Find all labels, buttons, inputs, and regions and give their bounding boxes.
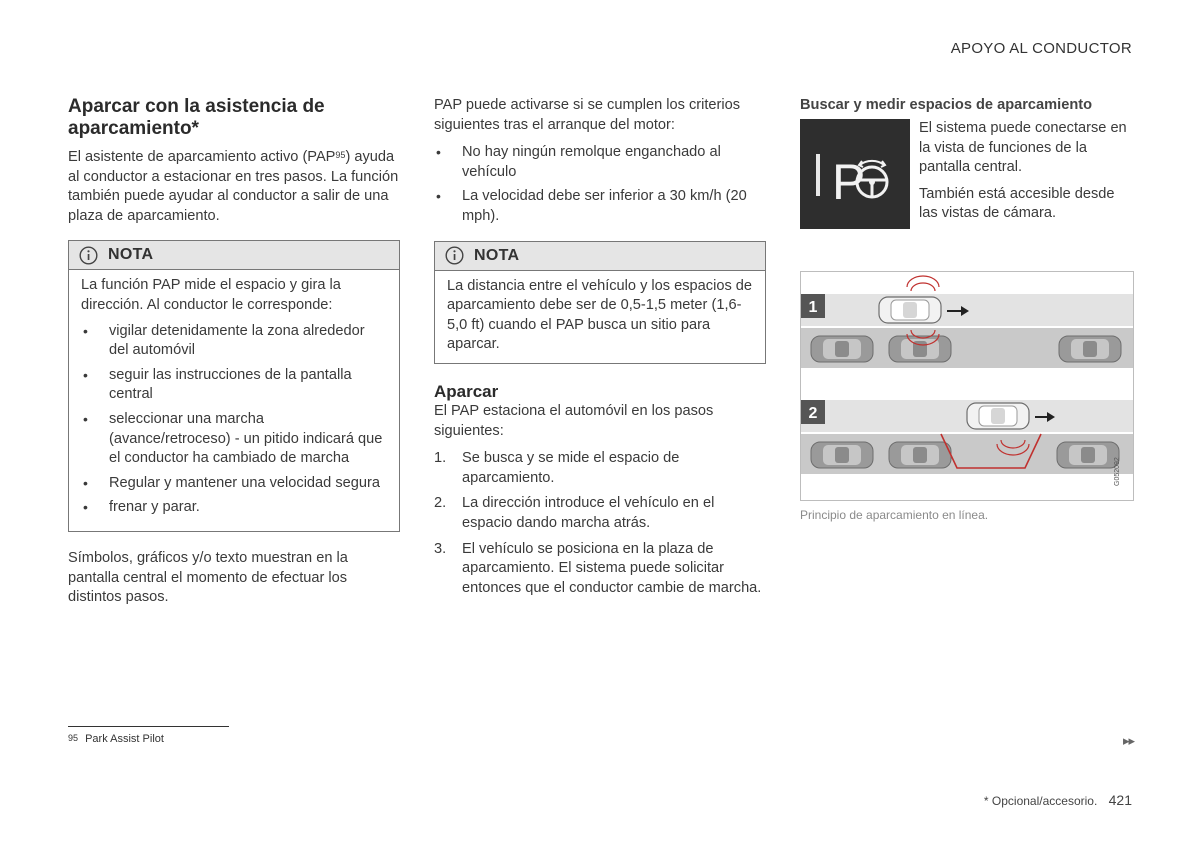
step-number: 3. [434,540,447,557]
pap-text-1: El sistema puede conectarse en la vista de funciones de la pantalla central. [919,120,1127,176]
footnote-text: Park Assist Pilot [85,733,164,745]
intro-paragraph [68,148,400,226]
column-1 [68,96,400,608]
outro-paragraph: Símbolos, gráficos y/o texto muestran en la pantalla central el momento de efectuar los distintos pasos. [68,549,348,606]
park-assist-icon [800,119,910,229]
step-number: 2. [434,495,447,512]
criteria-intro: PAP puede activarse si se cumplen los criterios siguientes tras el arranque del motor: [434,97,741,133]
list-item: • Regular y mantener una velocidad segura [81,474,387,494]
list-item: • frenar y parar. [81,498,387,518]
steps-list [434,449,766,598]
step-number: 1. [434,450,447,467]
section-header: APOYO AL CONDUCTOR [950,40,1132,57]
note-body [69,270,399,531]
column-3 [800,97,1134,522]
step-text: El vehículo se posiciona en la plaza de aparcamiento. El sistema puede solicitar entonces que el conductor cambie de marcha. [462,540,762,596]
parking-figure [800,271,1134,501]
pap-feature-block [800,119,1134,233]
criteria-list [434,143,766,226]
intro-text-b: ) ayuda al conductor a estacionar en tres pasos. La función también puede ayudar al conductor a salir de una plaza de aparcamiento. [68,149,399,224]
note-label: NOTA [474,246,520,264]
note-box-2 [434,241,766,364]
step-item [434,494,766,533]
list-item: • La velocidad debe ser inferior a 30 km/h (20 mph). [434,187,766,226]
step-item [434,540,766,599]
optional-note: * Opcional/accesorio. [983,794,1098,808]
figure-code: G052092 [1114,457,1121,486]
list-item: • No hay ningún remolque enganchado al vehículo [434,143,766,182]
step-text: La dirección introduce el vehículo en el espacio dando marcha atrás. [462,495,715,531]
note-body [435,271,765,363]
note-header [69,241,399,270]
section-subtitle-buscar: Buscar y medir espacios de aparcamiento [800,97,1093,113]
footnote [68,733,164,745]
footnote-divider [68,726,229,727]
step-text: Se busca y se mide el espacio de aparcamiento. [462,450,680,486]
note-list [81,322,387,518]
step-item [434,449,766,488]
list-item: • vigilar detenidamente la zona alrededor del automóvil [81,322,387,361]
steps-intro: El PAP estaciona el automóvil en los pasos siguientes: [434,402,714,439]
pap-description [919,120,1134,224]
column-2 [434,96,766,604]
note-header [435,242,765,271]
pap-text-2: También está accesible desde las vistas de cámara. [919,185,1115,222]
info-icon [79,246,98,265]
pap-button[interactable] [800,119,910,229]
next-page-icon[interactable]: ▸▸ [1122,733,1134,748]
page-footer [984,792,1132,808]
list-item: • seleccionar una marcha (avance/retroceso) - un pitido indicará que el conductor ha cambiado de marcha [81,410,387,469]
info-icon [445,246,464,265]
step-1-label: 1 [808,299,818,316]
footnote-number: 95 [68,733,79,743]
note-text: La distancia entre el vehículo y los espacios de aparcamiento debe ser de 0,5-1,5 meter (1,6-5,0 ft) cuando el PAP busca un sitio para aparcar. [447,277,753,353]
note-box-1 [68,240,400,532]
footnote-ref[interactable]: 95 [335,150,346,160]
note-text: La función PAP mide el espacio y gira la dirección. Al conductor le corresponde: [81,277,341,313]
step-2-label: 2 [808,405,818,422]
svg-text:P: P [832,154,866,210]
page-title: Aparcar con la asistencia de aparcamiento* [68,96,325,139]
section-subtitle-aparcar: Aparcar [434,381,499,401]
figure-caption: Principio de aparcamiento en línea. [800,508,989,522]
intro-text-a: El asistente de aparcamiento activo (PAP [68,149,336,165]
list-item: • seguir las instrucciones de la pantalla central [81,366,387,405]
parking-illustration [801,272,1133,500]
note-label: NOTA [108,246,154,264]
page-number: 421 [1108,792,1132,808]
